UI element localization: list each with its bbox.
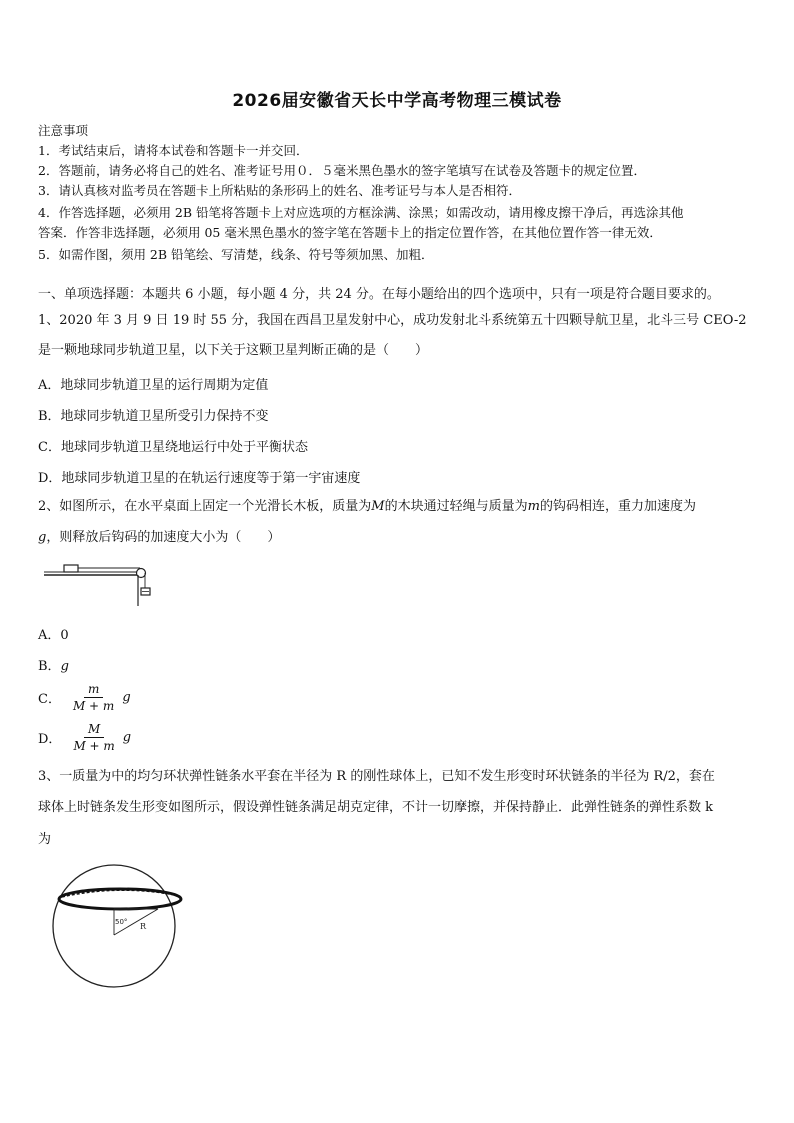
fraction — [69, 682, 118, 713]
notice-item: 2．答题前，请务必将自己的姓名、准考证号用０．５毫米黑色墨水的签字笔填写在试卷及答题卡的规定位置． — [38, 163, 646, 178]
q2-stem-cont — [38, 529, 760, 547]
q2-stem — [38, 498, 760, 516]
q2-figure — [42, 562, 154, 608]
option-value: g — [60, 659, 69, 674]
q2-option-d — [38, 722, 131, 753]
q3-stem-cont: 球体上时链条发生形变如图所示，假设弹性链条满足胡克定律，不计一切摩擦，并保持静止．此弹性链条的弹性系数 k — [38, 800, 714, 815]
radius-label: R — [140, 922, 147, 931]
chain-ring — [59, 889, 181, 909]
option-label: A． — [38, 628, 61, 643]
q2-option-b — [38, 655, 69, 674]
q1-option-b: B．地球同步轨道卫星所受引力保持不变 — [38, 409, 269, 424]
q2-option-a — [38, 624, 69, 643]
option-tail: g — [122, 730, 132, 745]
fraction-denominator: M + m — [73, 739, 115, 753]
notice-item: 1．考试结束后，请将本试卷和答题卡一并交回． — [38, 143, 309, 158]
q1-option-c: C．地球同步轨道卫星绕地运行中处于平衡状态 — [38, 440, 308, 455]
notice-heading: 注意事项 — [38, 123, 89, 138]
fraction-numerator: m — [84, 682, 103, 698]
wood-block — [64, 565, 78, 572]
option-label: D． — [38, 732, 62, 747]
notice-item: 5．如需作图，须用 2B 铅笔绘、写清楚，线条、符号等须加黑、加粗． — [38, 247, 434, 262]
q1-option-d: D．地球同步轨道卫星的在轨运行速度等于第一宇宙速度 — [38, 471, 361, 486]
option-tail: g — [122, 690, 131, 705]
q2-symbol-g: g — [38, 530, 47, 545]
notice-item: 答案．作答非选择题，必须用 05 毫米黑色墨水的签字笔在答题卡上的指定位置作答，在其他位置作答一律无效． — [38, 225, 662, 240]
fraction — [69, 722, 118, 753]
notice-item: 3．请认真核对监考员在答题卡上所粘贴的条形码上的姓名、准考证号与本人是否相符． — [38, 183, 521, 198]
q2-stem-part: 2、如图所示，在水平桌面上固定一个光滑长木板，质量为 — [38, 499, 372, 514]
q3-figure — [40, 862, 190, 992]
q2-stem-part: 的木块通过轻绳与质量为 — [384, 499, 528, 514]
q2-stem-part: 的钩码相连，重力加速度为 — [539, 499, 696, 514]
page-title: 2026届安徽省天长中学高考物理三模试卷 — [232, 91, 562, 111]
fraction-denominator: M + m — [72, 699, 115, 713]
option-label: B． — [38, 659, 61, 674]
option-label: C． — [38, 692, 61, 707]
fraction-numerator: M — [84, 722, 104, 738]
q2-symbol-m: m — [527, 499, 540, 514]
q1-stem: 1、2020 年 3 月 9 日 19 时 55 分，我国在西昌卫星发射中心，成功发射北斗系统第五十四颗导航卫星，北斗三号 CEO-2 — [38, 313, 747, 328]
q1-stem-cont: 是一颗地球同步轨道卫星，以下关于这颗卫星判断正确的是（ ） — [38, 343, 429, 358]
q2-symbol-M: M — [371, 499, 385, 514]
section-heading: 一、单项选择题：本题共 6 小题，每小题 4 分，共 24 分。在每小题给出的四个选项中，只有一项是符合题目要求的。 — [38, 287, 720, 302]
q2-option-c — [38, 682, 131, 713]
q1-option-a: A．地球同步轨道卫星的运行周期为定值 — [38, 378, 269, 393]
q3-stem-cont: 为 — [38, 832, 52, 847]
notice-item: 4．作答选择题，必须用 2B 铅笔将答题卡上对应选项的方框涂满、涂黑；如需改动，请用橡皮擦干净后，再选涂其他 — [38, 205, 684, 220]
q2-stem-part: ，则释放后钩码的加速度大小为（ ） — [46, 530, 281, 545]
angle-label: 50° — [115, 918, 128, 926]
q3-stem: 3、一质量为中的均匀环状弹性链条水平套在半径为 R 的刚性球体上，已知不发生形变时环状链条的半径为 R/2，套在 — [38, 769, 715, 784]
option-value: 0 — [60, 628, 69, 643]
